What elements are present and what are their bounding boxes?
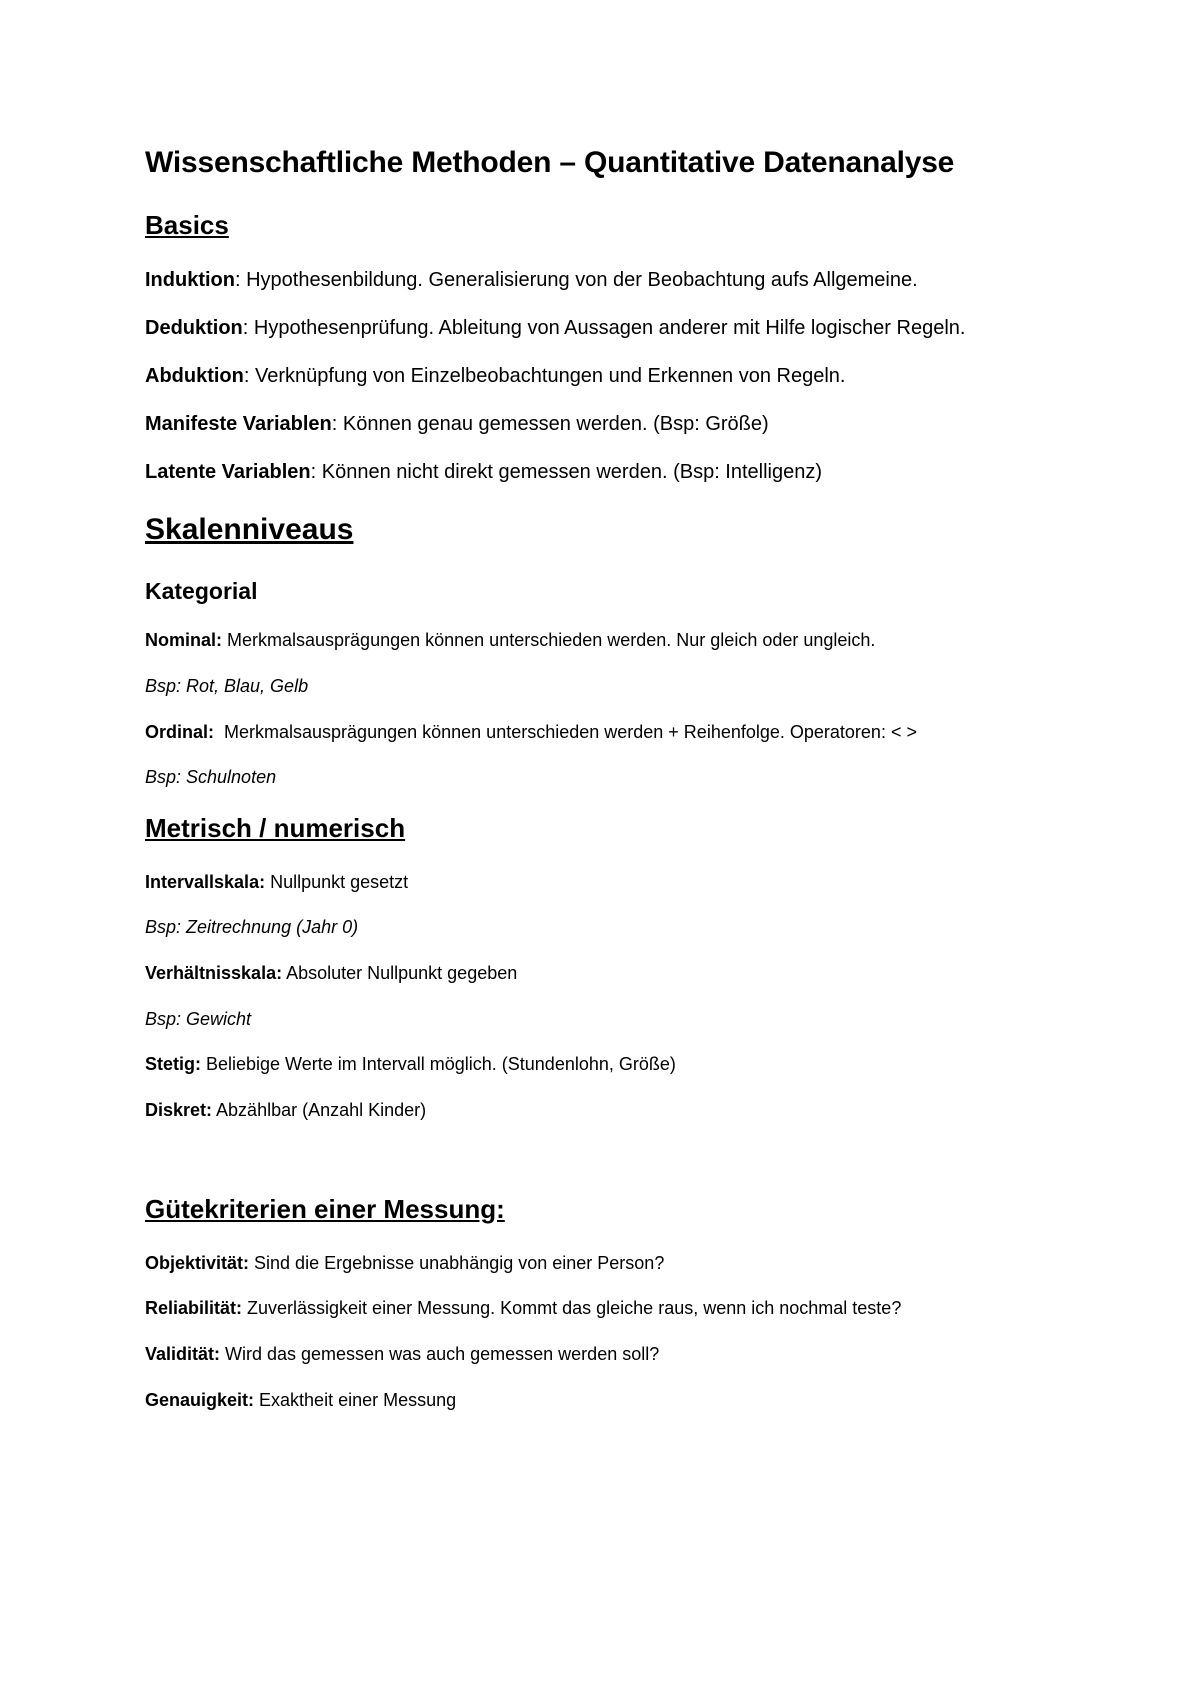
definition-stetig — [145, 1054, 676, 1075]
definition-abduktion — [145, 365, 845, 388]
definition-stetig-text: Beliebige Werte im Intervall möglich. (Stundenlohn, Größe) — [201, 1054, 676, 1074]
definition-nominal — [145, 630, 875, 651]
skalenniveaus-heading: Skalenniveaus — [145, 513, 354, 546]
term-separator: : — [331, 413, 343, 435]
definition-verhaeltnisskala-text: Absoluter Nullpunkt gegeben — [282, 963, 518, 983]
document-title: Wissenschaftliche Methoden – Quantitative Datenanalyse — [145, 146, 955, 179]
term-separator: : — [243, 365, 255, 387]
term-separator: : — [234, 269, 247, 291]
definition-abduktion-text: Verknüpfung von Einzelbeobachtungen und Erkennen von Regeln. — [255, 365, 846, 387]
guetekriterien-heading: Gütekriterien einer Messung: — [145, 1194, 505, 1224]
definition-validitaet — [145, 1344, 659, 1365]
example-nominal: Bsp: Rot, Blau, Gelb — [145, 676, 309, 696]
example-intervallskala: Bsp: Zeitrechnung (Jahr 0) — [145, 917, 359, 937]
definition-induktion-text: Hypothesenbildung. Generalisierung von der Beobachtung aufs Allgemeine. — [246, 269, 918, 291]
kategorial-heading: Kategorial — [145, 578, 258, 604]
definition-deduktion-text: Hypothesenprüfung. Ableitung von Aussagen anderer mit Hilfe logischer Regeln. — [253, 317, 966, 339]
definition-intervallskala — [145, 872, 408, 893]
definition-validitaet-text: Wird das gemessen was auch gemessen werden soll? — [220, 1344, 660, 1364]
definition-reliabilitaet — [145, 1298, 901, 1319]
definition-latente-variablen-text: Können nicht direkt gemessen werden. (Bsp: Intelligenz) — [321, 461, 823, 483]
term-nominal: Nominal: — [145, 630, 223, 650]
definition-ordinal-text: Merkmalsausprägungen können unterschieden werden + Reihenfolge. Operatoren: < > — [214, 722, 917, 742]
definition-objektivitaet-text: Sind die Ergebnisse unabhängig von einer Person? — [249, 1253, 665, 1273]
definition-ordinal — [145, 722, 917, 743]
term-separator: : — [310, 461, 322, 483]
definition-induktion — [145, 269, 918, 292]
definition-intervallskala-text: Nullpunkt gesetzt — [265, 872, 409, 892]
basics-heading: Basics — [145, 210, 229, 240]
term-latente-variablen: Latente Variablen — [145, 461, 311, 483]
definition-manifeste-variablen — [145, 413, 769, 436]
example-ordinal: Bsp: Schulnoten — [145, 767, 277, 787]
term-induktion: Induktion — [145, 269, 235, 291]
metrisch-heading: Metrisch / numerisch — [145, 813, 406, 843]
term-separator: : — [242, 317, 254, 339]
term-stetig: Stetig: — [145, 1054, 201, 1074]
definition-latente-variablen — [145, 461, 822, 484]
example-verhaeltnisskala: Bsp: Gewicht — [145, 1009, 252, 1029]
definition-genauigkeit — [145, 1390, 456, 1411]
definition-verhaeltnisskala — [145, 963, 517, 984]
term-manifeste-variablen: Manifeste Variablen — [145, 413, 332, 435]
term-ordinal: Ordinal: — [145, 722, 215, 742]
definition-nominal-text: Merkmalsausprägungen können unterschieden werden. Nur gleich oder ungleich. — [222, 630, 876, 650]
term-genauigkeit: Genauigkeit: — [145, 1390, 255, 1410]
term-verhaeltnisskala: Verhältnisskala: — [145, 963, 283, 983]
definition-diskret-text: Abzählbar (Anzahl Kinder) — [212, 1100, 427, 1120]
definition-genauigkeit-text: Exaktheit einer Messung — [254, 1390, 457, 1410]
term-intervallskala: Intervallskala: — [145, 872, 266, 892]
definition-diskret — [145, 1100, 426, 1121]
definition-deduktion — [145, 317, 965, 340]
term-diskret: Diskret: — [145, 1100, 213, 1120]
term-validitaet: Validität: — [145, 1344, 221, 1364]
term-abduktion: Abduktion — [145, 365, 244, 387]
term-objektivitaet: Objektivität: — [145, 1253, 250, 1273]
definition-manifeste-variablen-text: Können genau gemessen werden. (Bsp: Größe) — [342, 413, 769, 435]
term-reliabilitaet: Reliabilität: — [145, 1298, 243, 1318]
definition-objektivitaet — [145, 1253, 664, 1274]
term-deduktion: Deduktion — [145, 317, 243, 339]
definition-reliabilitaet-text: Zuverlässigkeit einer Messung. Kommt das gleiche raus, wenn ich nochmal teste? — [242, 1298, 902, 1318]
